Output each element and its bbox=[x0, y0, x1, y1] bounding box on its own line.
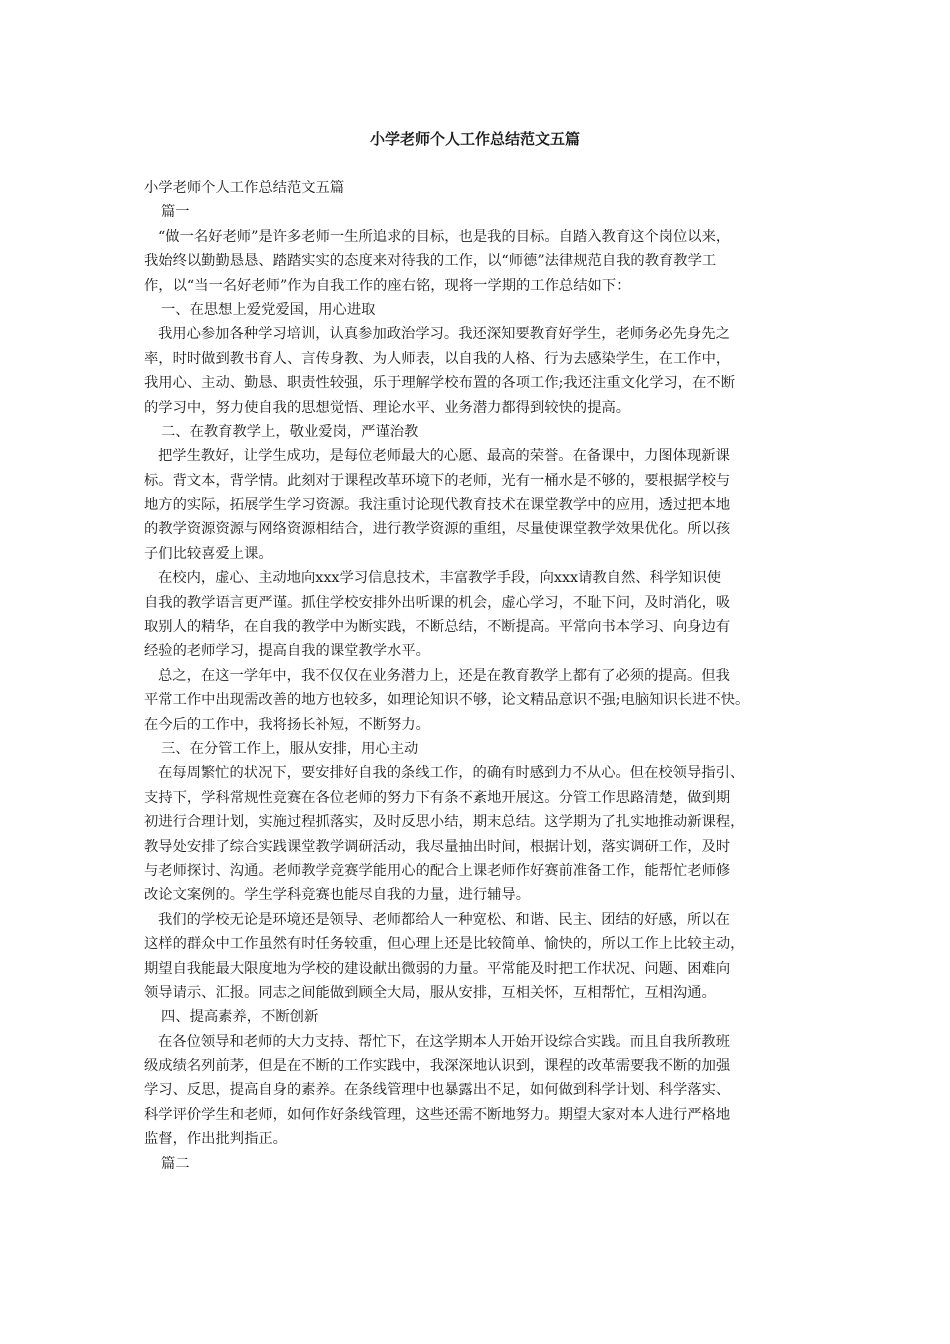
paragraph-line: 监督，作出批判指正。 bbox=[144, 1131, 287, 1148]
paragraph-line: 作，以“当一名好老师”作为自我工作的座右铭，现将一学期的工作总结如下： bbox=[144, 277, 631, 294]
paragraph-first-line: 把学生教好，让学生成功，是每位老师最大的心愿、最高的荣誉。在备课中，力图体现新课 bbox=[158, 448, 730, 465]
paragraph-line: 我用心、主动、勤恳、职责性较强，乐于理解学校布置的各项工作;我还注重文化学习，在不断 bbox=[144, 375, 735, 392]
paragraph-line: 领导请示、汇报。同志之间能做到顾全大局，服从安排，互相关怀，互相帮忙，互相沟通。 bbox=[144, 984, 716, 1001]
paragraph-first-line: 在各位领导和老师的大力支持、帮忙下，在这学期本人开始开设综合实践。而且自我所教班 bbox=[158, 1033, 730, 1050]
paragraph-first-line: 我们的学校无论是环境还是领导、老师都给人一种宽松、和谐、民主、团结的好感，所以在 bbox=[158, 911, 730, 928]
section-heading: 二、在教育教学上，敬业爱岗，严谨治教 bbox=[161, 423, 419, 440]
part-heading: 篇一 bbox=[161, 204, 190, 221]
paragraph-line: 我始终以勤勤恳恳、踏踏实实的态度来对待我的工作，以“师德”法律规范自我的教育教学工 bbox=[144, 253, 717, 270]
paragraph-line: 这样的群众中工作虽然有时任务较重，但心理上还是比较简单、愉快的，所以工作上比较主动， bbox=[144, 936, 745, 953]
paragraph-line: 率，时时做到教书育人、言传身教、为人师表，以自我的人格、行为去感染学生，在工作中， bbox=[144, 350, 731, 367]
paragraph-line: 在今后的工作中，我将扬长补短，不断努力。 bbox=[144, 716, 430, 733]
paragraph-line: 教导处安排了综合实践课堂教学调研活动，我尽量抽出时间，根据计划，落实调研工作，及时 bbox=[144, 838, 731, 855]
paragraph-line: 初进行合理计划，实施过程抓落实，及时反思小结，期末总结。这学期为了扎实地推动新课程， bbox=[144, 814, 745, 831]
paragraph-line: 取别人的精华，在自我的教学中为断实践，不断总结，不断提高。平常向书本学习、向身边有 bbox=[144, 619, 731, 636]
section-heading: 三、在分管工作上，服从安排，用心主动 bbox=[161, 740, 419, 757]
part-heading: 篇二 bbox=[161, 1155, 190, 1172]
paragraph-line: 级成绩名列前茅，但是在不断的工作实践中，我深深地认识到，课程的改革需要我不断的加强 bbox=[144, 1058, 731, 1075]
paragraph-line: 子们比较喜爱上课。 bbox=[144, 545, 273, 562]
subtitle-line: 小学老师个人工作总结范文五篇 bbox=[144, 180, 345, 196]
paragraph-first-line: 我用心参加各种学习培训，认真参加政治学习。我还深知要教育好学生，老师务必先身先之 bbox=[158, 326, 730, 343]
paragraph-line: 的学习中，努力使自我的思想觉悟、理论水平、业务潜力都得到较快的提高。 bbox=[144, 399, 631, 416]
paragraph-line: 与老师探讨、沟通。老师教学竞赛学能用心的配合上课老师作好赛前准备工作，能帮忙老师修 bbox=[144, 862, 731, 879]
paragraph-first-line: 总之，在这一学年中，我不仅仅在业务潜力上，还是在教育教学上都有了必须的提高。但我 bbox=[158, 667, 730, 684]
paragraph-line: 支持下，学科常规性竞赛在各位老师的努力下有条不紊地开展这。分管工作思路清楚，做到期 bbox=[144, 789, 731, 806]
section-heading: 一、在思想上爱党爱国，用心进取 bbox=[161, 301, 376, 318]
section-heading: 四、提高素养，不断创新 bbox=[161, 1009, 319, 1026]
paragraph-first-line: 在校内，虚心、主动地向xxx学习信息技术，丰富教学手段，向xxx请教自然、科学知识使 bbox=[158, 570, 722, 587]
paragraph-line: 科学评价学生和老师，如何作好条线管理，这些还需不断地努力。期望大家对本人进行严格地 bbox=[144, 1106, 731, 1123]
paragraph-line: 期望自我能最大限度地为学校的建设献出微弱的力量。平常能及时把工作状况、问题、困难向 bbox=[144, 960, 731, 977]
paragraph-line: 标。背文本，背学情。此刻对于课程改革环境下的老师，光有一桶水是不够的，要根据学校与 bbox=[144, 472, 731, 489]
paragraph-line: 地方的实际，拓展学生学习资源。我注重讨论现代教育技术在课堂教学中的应用，透过把本地 bbox=[144, 497, 731, 514]
paragraph-line: 改论文案例的。学生学科竞赛也能尽自我的力量，进行辅导。 bbox=[144, 887, 531, 904]
paragraph-first-line: “做一名好老师”是许多老师一生所追求的目标，也是我的目标。自踏入教育这个岗位以来， bbox=[158, 228, 731, 245]
document-body bbox=[144, 176, 822, 1176]
paragraph-line: 的教学资源资源与网络资源相结合，进行教学资源的重组，尽量使课堂教学效果优化。所以孩 bbox=[144, 521, 731, 538]
paragraph-first-line: 在每周繁忙的状况下，要安排好自我的条线工作，的确有时感到力不从心。但在校领导指引、 bbox=[158, 765, 745, 782]
paragraph-line: 平常工作中出现需改善的地方也较多，如理论知识不够，论文精品意识不强;电脑知识长进不快。 bbox=[144, 692, 750, 709]
paragraph-line: 经验的老师学习，提高自我的课堂教学水平。 bbox=[144, 643, 430, 660]
paragraph-line: 学习、反思，提高自身的素养。在条线管理中也暴露出不足，如何做到科学计划、科学落实、 bbox=[144, 1082, 731, 1099]
paragraph-line: 自我的教学语言更严谨。抓住学校安排外出听课的机会，虚心学习，不耻下问，及时消化，吸 bbox=[144, 594, 731, 611]
page-title: 小学老师个人工作总结范文五篇 bbox=[369, 130, 580, 148]
